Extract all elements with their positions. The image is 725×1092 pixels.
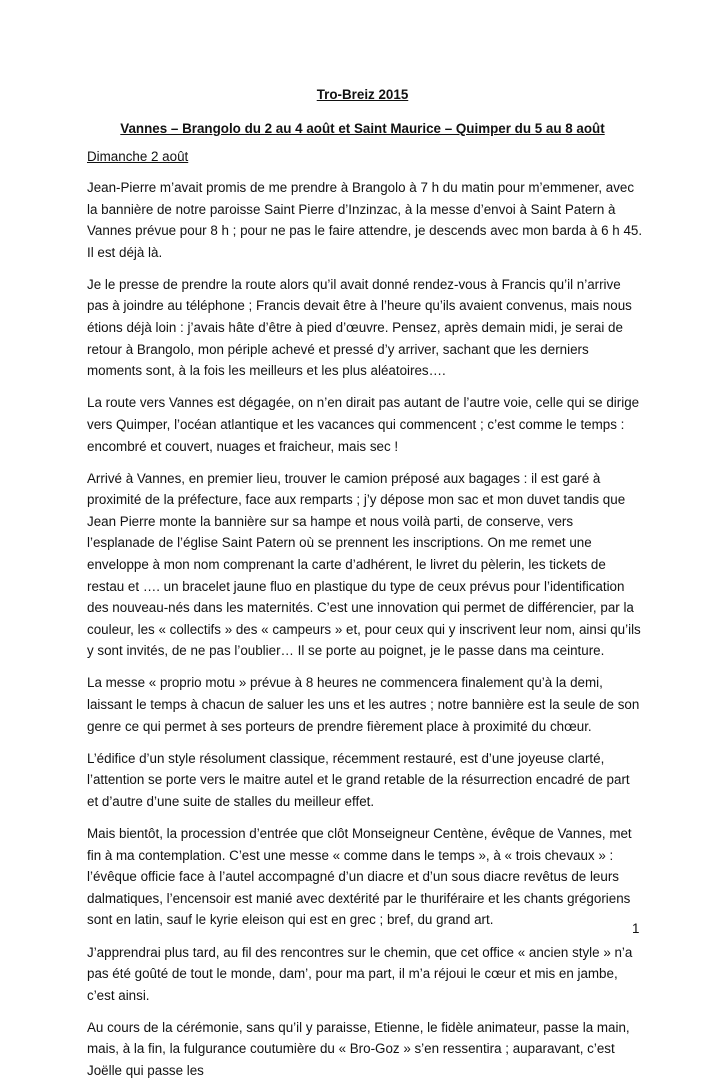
paragraph: Je le presse de prendre la route alors qu’il avait donné rendez-vous à Francis qu’il n’arrive pas à joindre au téléphone ; Francis devait être à l’heure qu’ils avaient convenus, mais nous étions déjà loin : j’avais hâte d’être à pied d’œuvre. Pensez, après demain midi, je serai de retour à Brangolo, mon périple achevé et pressé d’y arriver, sachant que les derniers moments sont, à la fois les meilleurs et les plus aléatoires…. [87,276,632,379]
day-heading: Dimanche 2 août [87,149,189,164]
document-subtitle: Vannes – Brangolo du 2 au 4 août et Saint Maurice – Quimper du 5 au 8 août [120,121,605,136]
document-title: Tro-Breiz 2015 [316,87,409,102]
paragraph: Arrivé à Vannes, en premier lieu, trouver le camion préposé aux bagages : il est garé à proximité de la préfecture, face aux remparts ; j’y dépose mon sac et mon duvet tandis que Jean Pierre monte la bannière sur sa hampe et nous voilà parti, de conserve, vers l’esplanade de l’église Saint Patern où se prennent les inscriptions. On me remet une enveloppe à mon nom comprenant la carte d’adhérent, le livret du pèlerin, les tickets de restau et …. un bracelet jaune fluo en plastique du type de ceux prévus pour l’identification des nouveau-nés dans les maternités. C’est une innovation qui permet de différencier, par la couleur, les « collectifs » des « campeurs » et, pour ceux qui y inscrivent leur nom, ainsi qu’ils y sont invités, de ne pas l’oublier… Il se porte au poignet, je le passe dans ma ceinture. [87,470,641,659]
paragraph: La messe « proprio motu » prévue à 8 heures ne commencera finalement qu’à la demi, laissant le temps à chacun de saluer les uns et les autres ; notre bannière est la seule de son genre ce qui permet à ses porteurs de prendre fièrement place à proximité du chœur. [87,675,640,734]
paragraph: Jean-Pierre m’avait promis de me prendre à Brangolo à 7 h du matin pour m’emmener, avec la bannière de notre paroisse Saint Pierre d’Inzinzac, à la messe d’envoi à Saint Patern à Vannes prévue pour 8 h ; pour ne pas le faire attendre, je descends avec mon barda à 6 h 45. Il est déjà là. [87,180,643,260]
page-number: 1 [632,921,640,936]
paragraph: J’apprendrai plus tard, au fil des rencontres sur le chemin, que cet office « ancien style » n’a pas été goûté de tout le monde, dam’, pour ma part, il m’a réjoui le cœur et mis en jambe, c’est ainsi. [87,944,633,1003]
paragraph: Mais bientôt, la procession d’entrée que clôt Monseigneur Centène, évêque de Vannes, met fin à ma contemplation. C’est une messe « comme dans le temps », à « trois chevaux » : l’évêque officie face à l’autel accompagné d’un diacre et d’un sous diacre revêtus de leurs dalmatiques, l’encensoir est manié avec dextérité par le thuriféraire et les chants grégoriens sont en latin, sauf le kyrie eleison qui est en grec ; bref, du grand art. [87,826,632,928]
document-body [87,177,643,1092]
paragraph: La route vers Vannes est dégagée, on n’en dirait pas autant de l’autre voie, celle qui se dirige vers Quimper, l’océan atlantique et les vacances qui commencent ; c’est comme le temps : encombré et couvert, nuages et fraicheur, mais sec ! [87,395,640,454]
paragraph: Au cours de la cérémonie, sans qu’il y paraisse, Etienne, le fidèle animateur, passe la main, mais, à la fin, la fulgurance coutumière du « Bro-Goz » s’en ressentira ; auparavant, c’est Joëlle qui passe les [87,1019,630,1078]
paragraph: L’édifice d’un style résolument classique, récemment restauré, est d’une joyeuse clarté, l’attention se porte vers le maitre autel et le grand retable de la résurrection encadré de part et d’autre d’une suite de stalles du meilleur effet. [87,750,630,809]
